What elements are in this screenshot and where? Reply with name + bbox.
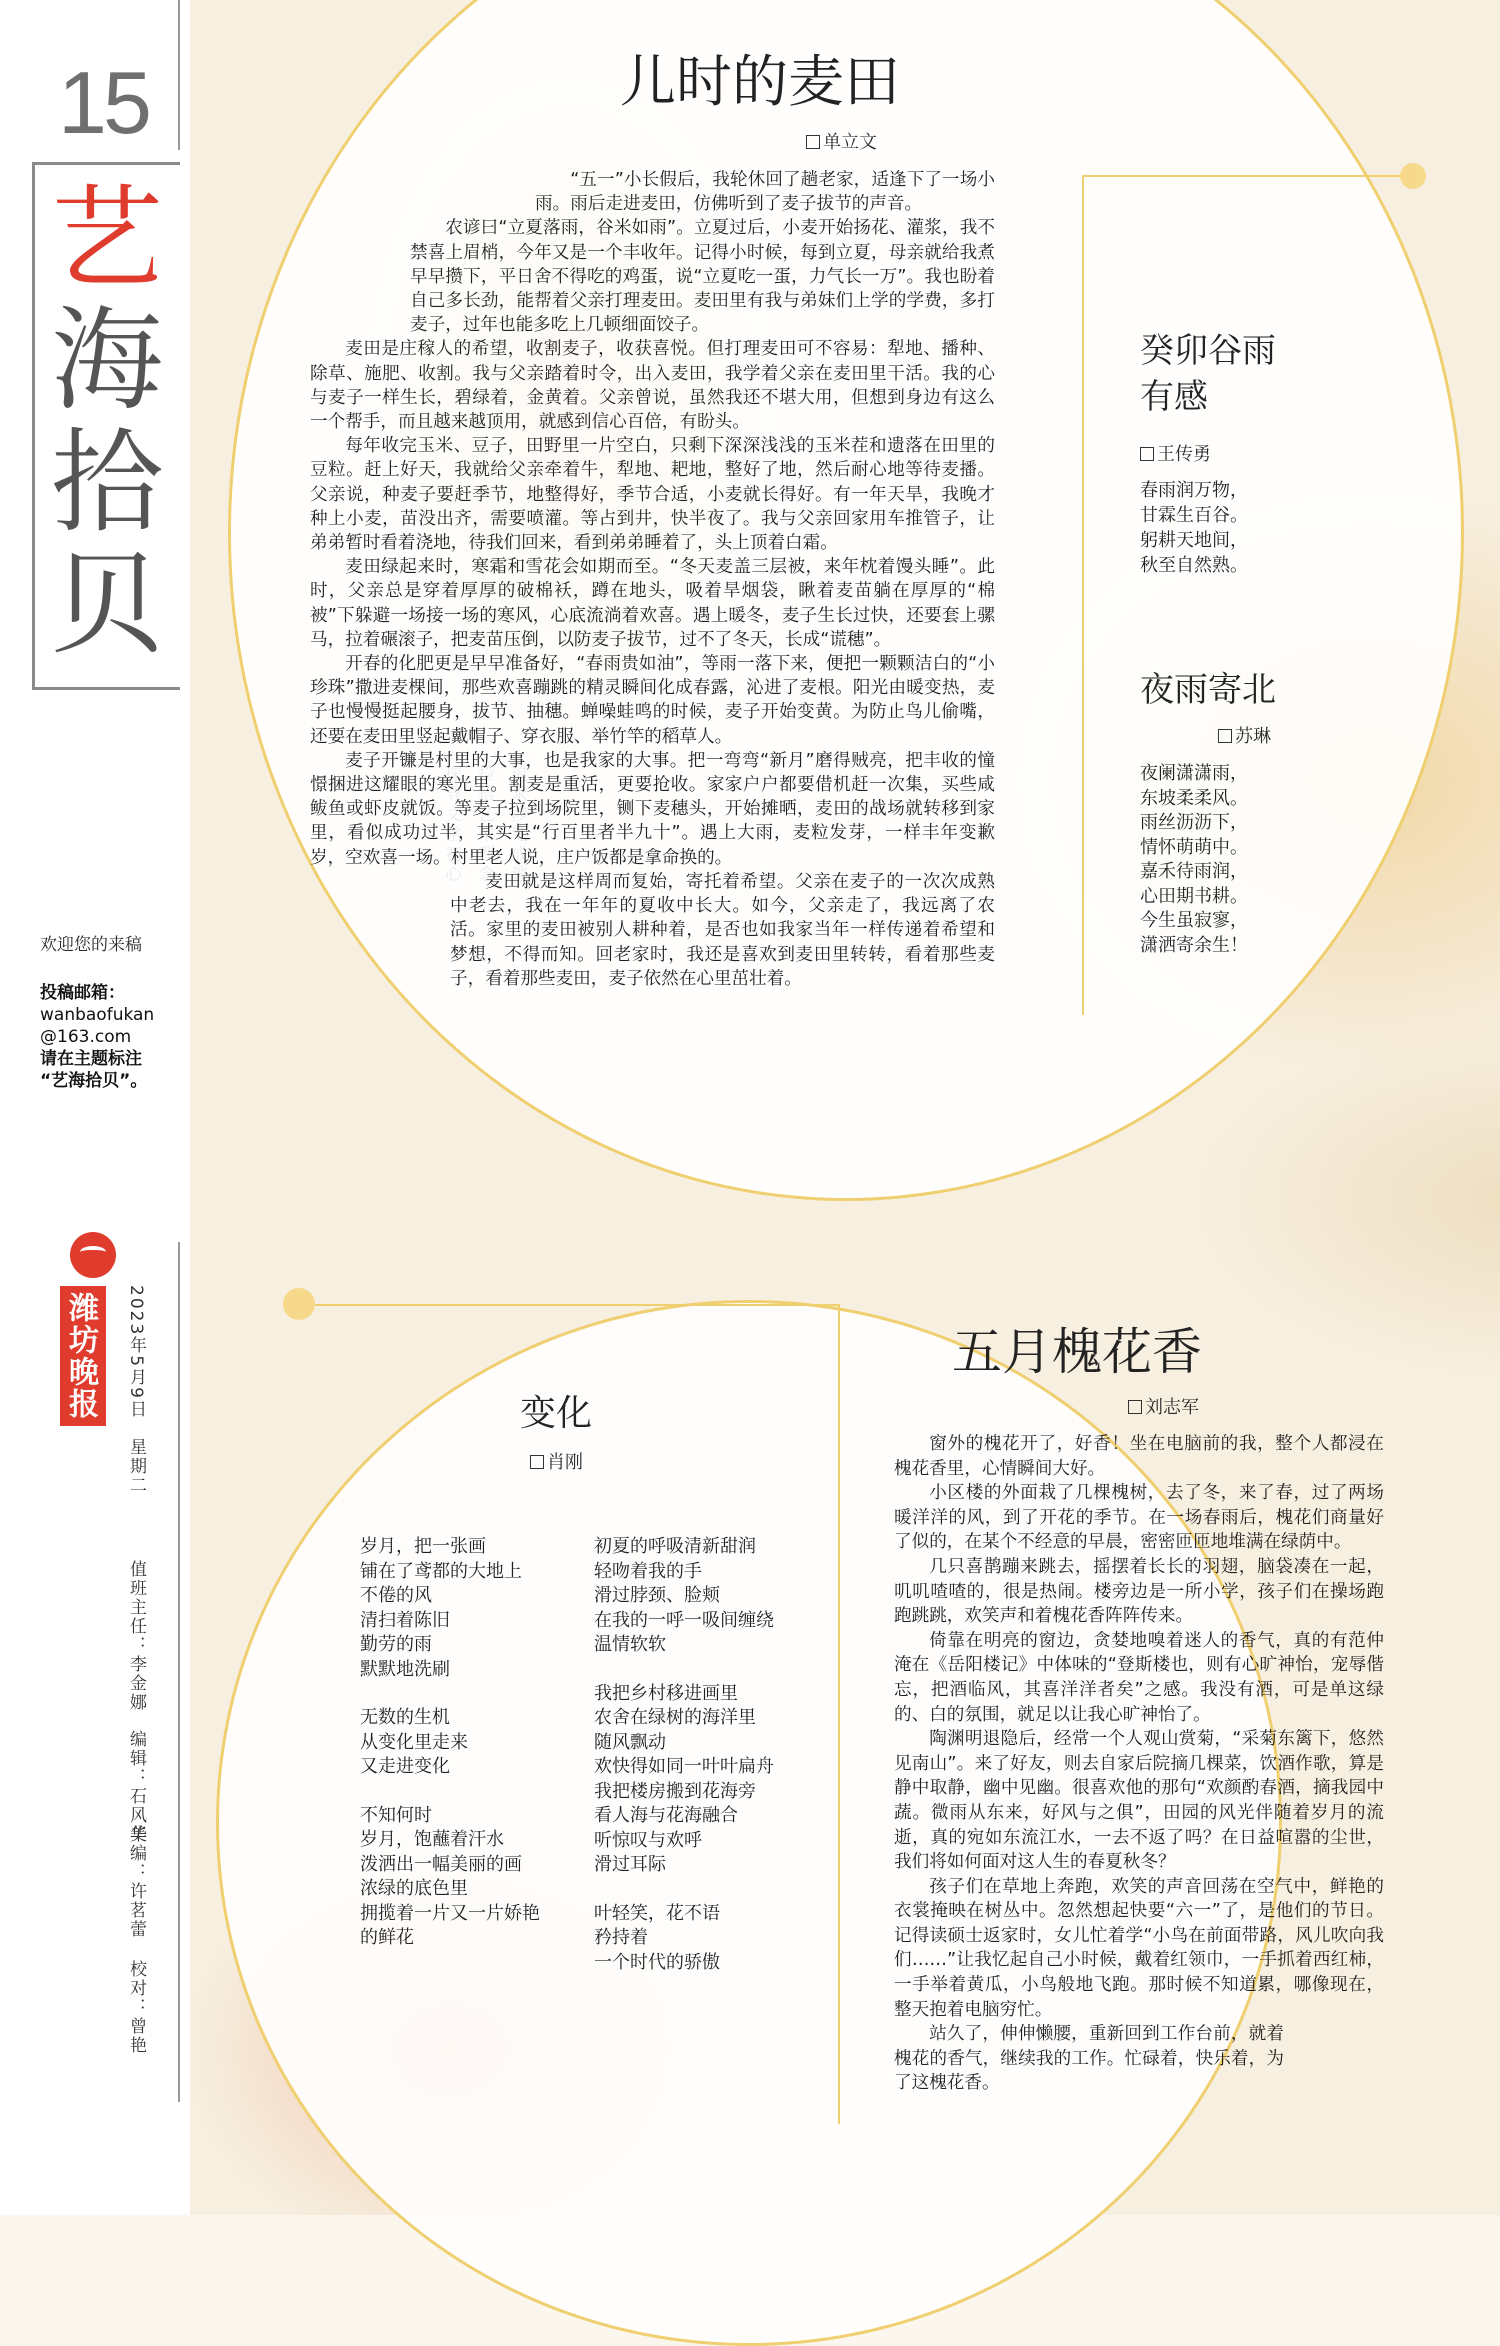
section-char: 拾: [51, 418, 163, 548]
poem-line: 又走进变化: [360, 1756, 450, 1777]
poem-title: 变化: [520, 1393, 593, 1434]
paragraph: 麦子开镰是村里的大事，也是我家的大事。把一弯弯“新月”磨得贼亮，把丰收的憧憬捆进这耀眼的寒光里。割麦是重活，更要抢收。家家户户都要借机赶一次集，买些咸鲅鱼或虾皮就饭。等麦子拉到场院里，铡下麦穗头，开始摊晒，麦田的战场就转移到家里，看似成功过半，其实是“行百里者半九十”。遇上大雨，麦粒发芽，一样丰年变歉岁，空欢喜一场。村里老人说，庄户饭都是拿命换的。: [310, 750, 995, 868]
divider: [178, 0, 180, 150]
poem-line: 心田期书耕。: [1140, 885, 1248, 907]
email-line1: wanbaofukan: [40, 1005, 155, 1025]
poem-line: 的鲜花: [360, 1927, 414, 1948]
poem-line: 随风飘动: [594, 1731, 666, 1753]
poem-line: 夜阑潇潇雨，: [1140, 763, 1248, 784]
poem-line: 从变化里走来: [360, 1731, 468, 1753]
logo-icon: [70, 1232, 116, 1278]
sidebar: [0, 0, 190, 2215]
poem-line: 岁月，把一张画: [360, 1536, 486, 1557]
poem-line: 农舍在绿树的海洋里: [594, 1707, 756, 1728]
poem-title: [1140, 328, 1276, 420]
paragraph: 倚靠在明亮的窗边，贪婪地嗅着迷人的香气，真的有范仲淹在《岳阳楼记》中体味的“登斯楼也，则有心旷神怡，宠辱偕忘，把酒临风，其喜洋洋者矣”之感。我没有酒，可是单这绿的、白的氛围，就足以让我心旷神怡了。: [894, 1630, 1384, 1725]
contribution-info: [40, 982, 185, 1092]
note-line2: “艺海拾贝”。: [40, 1071, 148, 1091]
divider: [178, 1242, 180, 2102]
section-char: 海: [51, 296, 163, 426]
section-title: [32, 162, 180, 690]
paragraph: 每年收完玉米、豆子，田野里一片空白，只剩下深深浅浅的玉米茬和遗落在田里的豆粒。赶上好天，我就给父亲牵着牛，犁地、耙地，整好了地，然后耐心地等待麦播。父亲说，种麦子要赶季节，地整得好，季节合适，小麦就长得好。有一年天旱，我晚才种上小麦，苗没出齐，需要喷灌。等占到井，快半夜了。我与父亲回家用车推管子，让弟弟暂时看着浇地，待我们回来，看到弟弟睡着了，头上顶着白霜。: [310, 436, 995, 554]
poem-title-line: 有感: [1140, 377, 1208, 417]
poem-column: [594, 1535, 834, 1999]
poem-author: 苏琳: [1218, 722, 1271, 748]
page-number: 15: [58, 53, 148, 152]
poem-line: 清扫着陈旧: [360, 1609, 450, 1631]
poem-line: 看人海与花海融合: [594, 1805, 738, 1826]
poem-line: 今生虽寂寥，: [1140, 910, 1248, 931]
paragraph: 麦田就是这样周而复始，寄托着希望。父亲在麦子的一次次成熟中老去，我在一年年的夏收中长大。如今，父亲走了，我远离了农活。家里的麦田被别人耕种着，是否也如我家当年一样传递着希望和梦想，不得而知。回老家时，我还是喜欢到麦田里转转，看着那些麦子，看着那些麦田，麦子依然在心里茁壮着。: [450, 871, 995, 989]
staff-proof: 校对：曾艳: [126, 1960, 146, 2055]
paragraph: 开春的化肥更是早早准备好，“春雨贵如油”，等雨一落下来，便把一颗颗洁白的“小珍珠”撒进麦棵间，那些欢喜蹦跳的精灵瞬间化成春露，沁进了麦根。阳光由暖变热，麦子也慢慢挺起腰身，拔节、抽穗。蝉噪蛙鸣的时候，麦子开始变黄。为防止鸟儿偷嘴，还要在麦田里竖起戴帽子、穿衣服、举竹竿的稻草人。: [310, 654, 995, 747]
poem-line: 嘉禾待雨润，: [1140, 861, 1248, 882]
poem-title: 夜雨寄北: [1140, 670, 1276, 710]
poem-line: 秋至自然熟。: [1140, 555, 1248, 576]
poem-stanza: [594, 1902, 834, 1976]
paragraph: 麦田是庄稼人的希望，收割麦子，收获喜悦。但打理麦田可不容易：犁地、播种、除草、施肥、收割。我与父亲踏着时令，出入麦田，我学着父亲在麦田里干活。我的心与麦子一样生长，碧绿着，金黄着。父亲曾说，虽然我还不堪大用，但想到身边有这么一个帮手，而且越来越顶用，就感到信心百倍，有盼头。: [310, 339, 995, 433]
email-line2: @163.com: [40, 1027, 132, 1047]
poem-line: 不知何时: [360, 1804, 432, 1826]
decorative-dot: [283, 1288, 315, 1320]
poem-line: 我把乡村移进画里: [594, 1682, 738, 1704]
article-title: 五月槐花香: [952, 1323, 1202, 1381]
paragraph: 站久了，伸伸懒腰，重新回到工作台前，就着槐花的香气，继续我的工作。忙碌着，快乐着，为了这槐花香。: [894, 2024, 1284, 2094]
poem-line: 拥揽着一片又一片娇艳: [360, 1902, 540, 1924]
poem-body: [1140, 478, 1248, 578]
poem-line: 东坡柔柔风。: [1140, 787, 1248, 809]
article-body: [310, 168, 995, 991]
staff-editor: 编辑：石风华: [126, 1730, 146, 1844]
poem-line: 初夏的呼吸清新甜润: [594, 1536, 756, 1557]
paragraph: 孩子们在草地上奔跑，欢笑的声音回荡在空气中，鲜艳的衣裳掩映在树丛中。忽然想起快要“六一”了，是他们的节日。记得读硕士返家时，女儿忙着学“小鸟在前面带路，风儿吹向我们……”让我忆起自己小时候，戴着红领巾，一手抓着西红柿，一手举着黄瓜，小鸟般地飞跑。那时候不知道累，哪像现在，整天抱着电脑穷忙。: [894, 1876, 1384, 2020]
poem-line: 铺在了鸢都的大地上: [360, 1560, 522, 1582]
poem-line: 滑过耳际: [594, 1854, 666, 1875]
paragraph: 麦田绿起来时，寒霜和雪花会如期而至。“冬天麦盖三层被，来年枕着馒头睡”。此时，父亲总是穿着厚厚的破棉袄，蹲在地头，吸着旱烟袋，瞅着麦苗躺在厚厚的“棉被”下躲避一场接一场的寒风，心底流淌着欢喜。遇上暖冬，麦子生长过快，还要套上骡马，拉着碾滚子，把麦苗压倒，以防麦子拔节，过不了冬天，长成“谎穗”。: [310, 557, 995, 650]
poem-line: 泼洒出一幅美丽的画: [360, 1853, 522, 1875]
poem-line: 情怀萌萌中。: [1140, 836, 1248, 858]
poem-title-line: 癸卯谷雨: [1140, 331, 1276, 371]
poem-line: 岁月，饱蘸着汗水: [360, 1829, 504, 1850]
poem-author: 肖刚: [530, 1448, 583, 1474]
poem-line: 无数的生机: [360, 1707, 450, 1728]
staff-art: 美编：许茗蕾: [126, 1825, 146, 1939]
column-rule: [1082, 175, 1402, 177]
paragraph: 小区楼的外面栽了几棵槐树，去了冬，来了春，过了两场暖洋洋的风，到了开花的季节。在一场春雨后，槐花们商量好了似的，在某个不经意的早晨，密密匝匝地堆满在绿荫中。: [894, 1483, 1384, 1553]
poem-column: [360, 1535, 580, 1975]
poem-body: [1140, 762, 1248, 958]
poem-line: 躬耕天地间，: [1140, 530, 1248, 551]
poem-stanza: [360, 1804, 580, 1951]
poem-line: 甘霖生百谷。: [1140, 505, 1248, 526]
poem-line: 春雨润万物，: [1140, 480, 1248, 501]
poem-line: 雨丝沥沥下，: [1140, 812, 1248, 833]
article-author: 刘志军: [1128, 1393, 1199, 1419]
issue-date: 2023年5月9日 星期二: [126, 1285, 146, 1495]
poem-line: 一个时代的骄傲: [594, 1951, 720, 1973]
poem-stanza: [360, 1706, 580, 1780]
article-body: [894, 1432, 1384, 2096]
poem-author: 王传勇: [1140, 440, 1211, 466]
column-rule: [1082, 175, 1084, 1015]
poem-line: 我把楼房搬到花海旁: [594, 1780, 756, 1802]
poem-line: 潇洒寄余生！: [1140, 934, 1248, 956]
poem-stanza: [360, 1535, 580, 1682]
paragraph: 陶渊明退隐后，经常一个人观山赏菊，“采菊东篱下，悠然见南山”。来了好友，则去自家后院摘几棵菜，饮酒作歌，算是静中取静，幽中见幽。很喜欢他的那句“欢颜酌春酒，摘我园中蔬。微雨从东来，好风与之俱”，田园的风光伴随着岁月的流逝，真的宛如东流江水，一去不返了吗？在日益喧嚣的尘世，我们将如何面对这人生的春夏秋冬？: [894, 1729, 1384, 1873]
note-line1: 请在主题标注: [40, 1049, 142, 1069]
poem-line: 欢快得如同一叶叶扁舟: [594, 1756, 774, 1777]
paragraph: 几只喜鹊蹦来跳去，摇摆着长长的羽翅，脑袋凑在一起，叽叽喳喳的，很是热闹。楼旁边是一所小学，孩子们在操场跑跑跳跳，欢笑声和着槐花香阵阵传来。: [894, 1556, 1384, 1627]
newspaper-name: 潍坊晚报: [60, 1286, 106, 1426]
poem-line: 矜持着: [594, 1927, 648, 1948]
column-rule: [838, 1304, 840, 2124]
poem-line: 浓绿的底色里: [360, 1878, 468, 1899]
paragraph: “五一”小长假后，我轮休回了趟老家，适逢下了一场小雨。雨后走进麦田，仿佛听到了麦子拔节的声音。: [535, 170, 995, 215]
paragraph: 窗外的槐花开了，好香！坐在电脑前的我，整个人都浸在槐花香里，心情瞬间大好。: [894, 1434, 1384, 1479]
poem-stanza: [594, 1535, 834, 1658]
article-title: 儿时的麦田: [620, 50, 900, 115]
welcome-text: 欢迎您的来稿: [40, 935, 142, 955]
section-char: 艺: [51, 174, 163, 304]
poem-line: 勤劳的雨: [360, 1634, 432, 1655]
paragraph: 农谚曰“立夏落雨，谷米如雨”。立夏过后，小麦开始扬花、灌浆，我不禁喜上眉梢，今年又是一个丰收年。记得小时候，每到立夏，母亲就给我煮早早攒下，平日舍不得吃的鸡蛋，说“立夏吃一蛋，力气长一万”。我也盼着自己多长劲，能帮着父亲打理麦田。麦田里有我与弟妹们上学的学费，多打麦子，过年也能多吃上几顿细面饺子。: [410, 218, 995, 336]
poem-line: 不倦的风: [360, 1585, 432, 1606]
article-author: 单立文: [806, 128, 877, 154]
poem-line: 滑过脖颈、脸颊: [594, 1585, 720, 1606]
masthead-logo: [60, 1232, 116, 1426]
poem-line: 温情软软: [594, 1634, 666, 1655]
section-char: 贝: [51, 540, 163, 670]
poem-line: 听惊叹与欢呼: [594, 1829, 702, 1851]
email-label: 投稿邮箱：: [40, 983, 125, 1003]
poem-line: 默默地洗刷: [360, 1658, 450, 1680]
column-rule: [315, 1304, 840, 1306]
poem-line: 轻吻着我的手: [594, 1560, 702, 1582]
poem-stanza: [594, 1682, 834, 1878]
staff-duty: 值班主任：李金娜: [126, 1560, 146, 1712]
poem-line: 叶轻笑，花不语: [594, 1902, 720, 1924]
poem-line: 在我的一呼一吸间缠绕: [594, 1609, 774, 1631]
decorative-dot: [1400, 163, 1426, 189]
